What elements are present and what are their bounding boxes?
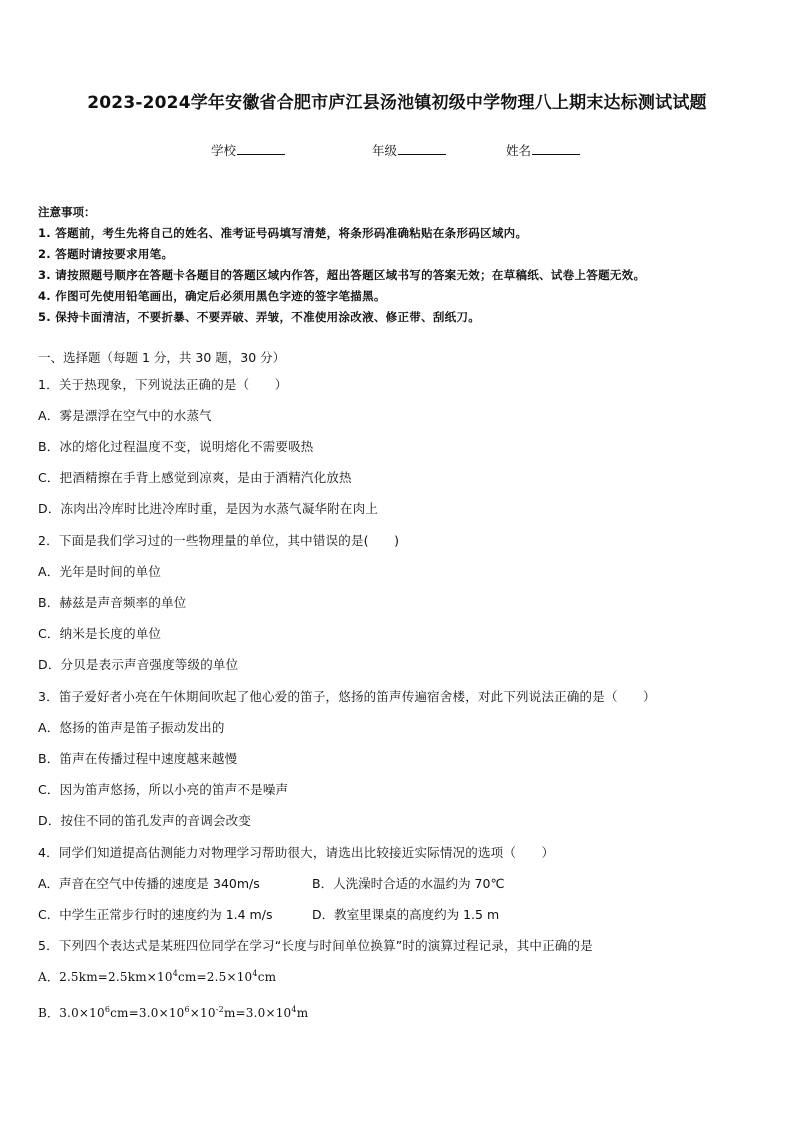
section-title: 一、选择题（每题 1 分，共 30 题，30 分） xyxy=(38,350,286,365)
notice-item: 2. 答题时请按要求用笔。 xyxy=(38,247,174,261)
notice-heading: 注意事项： xyxy=(38,205,96,219)
question-option: D．按住不同的笛孔发声的音调会改变 xyxy=(38,813,252,828)
student-info-row xyxy=(0,141,794,161)
question-option: D．冻肉出冷库时比进冷库时重，是因为水蒸气凝华附在肉上 xyxy=(38,501,379,516)
school-field xyxy=(211,141,285,159)
question-option-row xyxy=(38,874,505,892)
question-stem: 2．下面是我们学习过的一些物理量的单位，其中错误的是( ) xyxy=(38,533,400,548)
school-blank[interactable] xyxy=(237,142,285,155)
formula-text: cm=2.5×10 xyxy=(178,970,253,984)
formula-exponent: 4 xyxy=(291,1005,297,1014)
question-option: A．光年是时间的单位 xyxy=(38,564,162,579)
question-stem: 5．下列四个表达式是某班四位同学在学习“长度与时间单位换算”时的演算过程记录，其中正确的是 xyxy=(38,938,593,953)
question-option: A．声音在空气中传播的速度是 340m/s xyxy=(38,876,260,891)
formula-text: cm xyxy=(257,970,277,984)
notice-block xyxy=(38,204,768,330)
question-option: C．把酒精擦在手背上感觉到凉爽，是由于酒精汽化放热 xyxy=(38,470,352,485)
formula-exponent: 6 xyxy=(184,1005,190,1014)
question-option: B．冰的熔化过程温度不变，说明熔化不需要吸热 xyxy=(38,439,314,454)
question-option: D．教室里课桌的高度约为 1.5 m xyxy=(312,907,500,922)
question-option: C．纳米是长度的单位 xyxy=(38,626,162,641)
formula-text: B．3.0×10 xyxy=(38,1006,105,1020)
school-label: 学校 xyxy=(211,143,237,158)
question-option: B．赫兹是声音频率的单位 xyxy=(38,595,187,610)
formula-text: m=3.0×10 xyxy=(223,1006,292,1020)
question-option: B．人洗澡时合适的水温约为 70℃ xyxy=(312,876,505,891)
formula-text: cm=3.0×10 xyxy=(110,1006,185,1020)
question-option-row xyxy=(38,905,500,923)
formula-exponent: -2 xyxy=(215,1005,224,1014)
question-option: A．雾是漂浮在空气中的水蒸气 xyxy=(38,408,212,423)
question-stem: 1．关于热现象，下列说法正确的是（ ） xyxy=(38,377,288,392)
question-option-formula xyxy=(38,1004,308,1021)
question-option: C．中学生正常步行时的速度约为 1.4 m/s xyxy=(38,907,273,922)
formula-exponent: 6 xyxy=(104,1005,111,1014)
question-stem: 4．同学们知道提高估测能力对物理学习帮助很大，请选出比较接近实际情况的选项（ ） xyxy=(38,845,555,860)
question-option: A．悠扬的笛声是笛子振动发出的 xyxy=(38,720,225,735)
grade-label: 年级 xyxy=(372,143,398,158)
question-option-formula xyxy=(38,968,276,985)
question-option: C．因为笛声悠扬，所以小亮的笛声不是噪声 xyxy=(38,782,289,797)
question-stem: 3．笛子爱好者小亮在午休期间吹起了他心爱的笛子，悠扬的笛声传遍宿舍楼，对此下列说法正确的是（ ） xyxy=(38,689,656,704)
grade-field xyxy=(372,141,446,159)
name-field xyxy=(506,141,580,159)
question-option: B．笛声在传播过程中速度越来越慢 xyxy=(38,751,238,766)
grade-blank[interactable] xyxy=(398,142,446,155)
formula-text: ×10 xyxy=(189,1006,216,1020)
name-blank[interactable] xyxy=(532,142,580,155)
formula-text: A．2.5km=2.5km×10 xyxy=(38,970,173,984)
notice-item: 3. 请按照题号顺序在答题卡各题目的答题区域内作答，超出答题区域书写的答案无效；在草稿纸、试卷上答题无效。 xyxy=(38,268,646,282)
formula-exponent: 4 xyxy=(252,969,258,978)
formula-exponent: 4 xyxy=(172,969,179,978)
name-label: 姓名 xyxy=(506,143,532,158)
question-option: D．分贝是表示声音强度等级的单位 xyxy=(38,657,239,672)
exam-title: 2023-2024学年安徽省合肥市庐江县汤池镇初级中学物理八上期末达标测试试题 xyxy=(87,93,707,113)
notice-item: 1. 答题前，考生先将自己的姓名、准考证号码填写清楚，将条形码准确粘贴在条形码区域内。 xyxy=(38,226,528,240)
formula-text: m xyxy=(296,1006,309,1020)
notice-item: 5. 保持卡面清洁，不要折暴、不要弄破、弄皱，不准使用涂改液、修正带、刮纸刀。 xyxy=(38,310,481,324)
notice-item: 4. 作图可先使用铅笔画出，确定后必须用黑色字迹的签字笔描黑。 xyxy=(38,289,386,303)
